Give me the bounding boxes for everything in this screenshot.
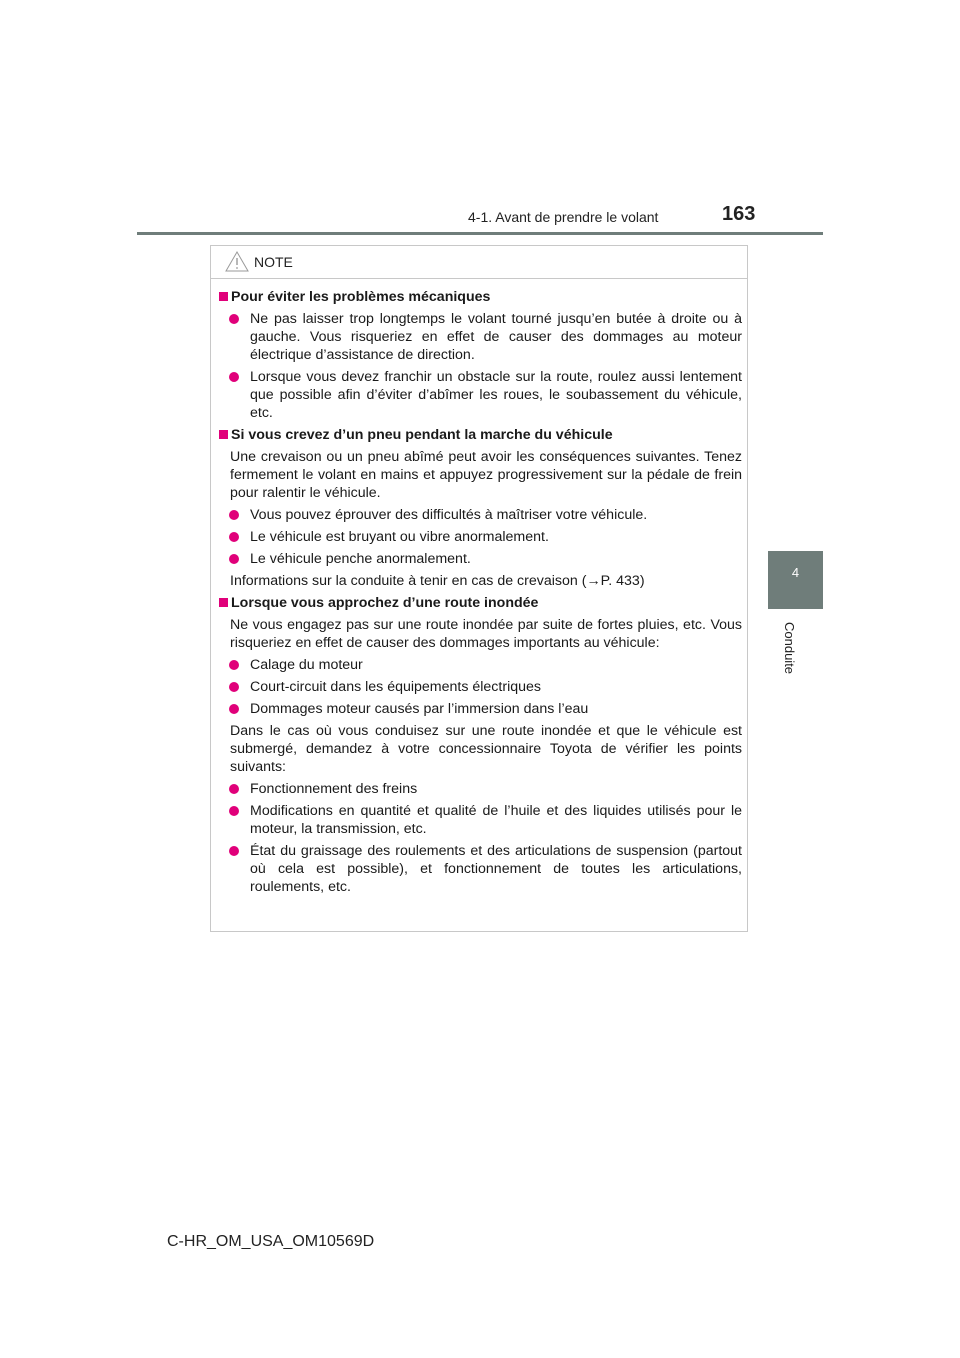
round-bullet-icon xyxy=(229,846,239,856)
note-body xyxy=(211,279,747,896)
note-box xyxy=(210,245,748,932)
paragraph: Ne vous engagez pas sur une route inondée par suite de fortes pluies, etc. Vous risqueriez en effet de causer des dommages importants au véhicule: xyxy=(230,617,742,651)
note-header xyxy=(211,246,747,279)
page-header xyxy=(0,0,960,240)
round-bullet-icon xyxy=(229,510,239,520)
bullet-item: Vous pouvez éprouver des difficultés à maîtriser votre véhicule. xyxy=(219,506,742,524)
bullet-item: Lorsque vous devez franchir un obstacle sur la route, roulez aussi lentement que possible afin d’éviter d’abîmer les roues, le soubassement du véhicule, etc. xyxy=(219,368,742,422)
round-bullet-icon xyxy=(229,314,239,324)
bullet-item: Fonctionnement des freins xyxy=(219,780,742,798)
bullet-item: Ne pas laisser trop longtemps le volant tourné jusqu’en butée à droite ou à gauche. Vous risqueriez en effet de causer des dommages au moteur électrique d’assistance de direction. xyxy=(219,310,742,364)
bullet-item: Court-circuit dans les équipements électriques xyxy=(219,678,742,696)
header-rule xyxy=(137,232,823,235)
bullet-item: Calage du moteur xyxy=(219,656,742,674)
document-code: C-HR_OM_USA_OM10569D xyxy=(167,1233,375,1250)
paragraph: Une crevaison ou un pneu abîmé peut avoir les conséquences suivantes. Tenez fermement le volant en mains et appuyez progressivement sur la pédale de frein pour ralentir le véhicule. xyxy=(230,449,742,501)
round-bullet-icon xyxy=(229,704,239,714)
chapter-number: 4 xyxy=(791,565,800,580)
bullet-item: Modifications en quantité et qualité de l’huile et des liquides utilisés pour le moteur, la transmission, etc. xyxy=(219,802,742,838)
round-bullet-icon xyxy=(229,784,239,794)
section-title: Lorsque vous approchez d’une route inondée xyxy=(219,594,742,612)
bullet-item: État du graissage des roulements et des articulations de suspension (partout où cela est possible), et fonctionnement de toutes les articulations, roulements, etc. xyxy=(219,842,742,896)
bullet-item: Le véhicule est bruyant ou vibre anormalement. xyxy=(219,528,742,546)
section-title: Si vous crevez d’un pneu pendant la marche du véhicule xyxy=(219,426,742,444)
chapter-tab xyxy=(768,551,823,609)
square-bullet-icon xyxy=(219,598,228,607)
section-title: Pour éviter les problèmes mécaniques xyxy=(219,288,742,306)
bullet-item: Dommages moteur causés par l’immersion dans l’eau xyxy=(219,700,742,718)
paragraph: Dans le cas où vous conduisez sur une route inondée et que le véhicule est submergé, demandez à votre concessionnaire Toyota de vérifier les points suivants: xyxy=(230,723,742,775)
round-bullet-icon xyxy=(229,806,239,816)
round-bullet-icon xyxy=(229,532,239,542)
round-bullet-icon xyxy=(229,660,239,670)
note-title: NOTE xyxy=(254,254,293,270)
bullet-item: Le véhicule penche anormalement. xyxy=(219,550,742,568)
warning-icon xyxy=(225,251,249,272)
page-reference: Informations sur la conduite à tenir en cas de crevaison (→P. 433) xyxy=(230,573,645,589)
round-bullet-icon xyxy=(229,372,239,382)
square-bullet-icon xyxy=(219,430,228,439)
round-bullet-icon xyxy=(229,682,239,692)
square-bullet-icon xyxy=(219,292,228,301)
page-number: 163 xyxy=(722,203,756,225)
section-heading: 4-1. Avant de prendre le volant xyxy=(468,209,659,225)
round-bullet-icon xyxy=(229,554,239,564)
chapter-label: Conduite xyxy=(782,622,797,675)
